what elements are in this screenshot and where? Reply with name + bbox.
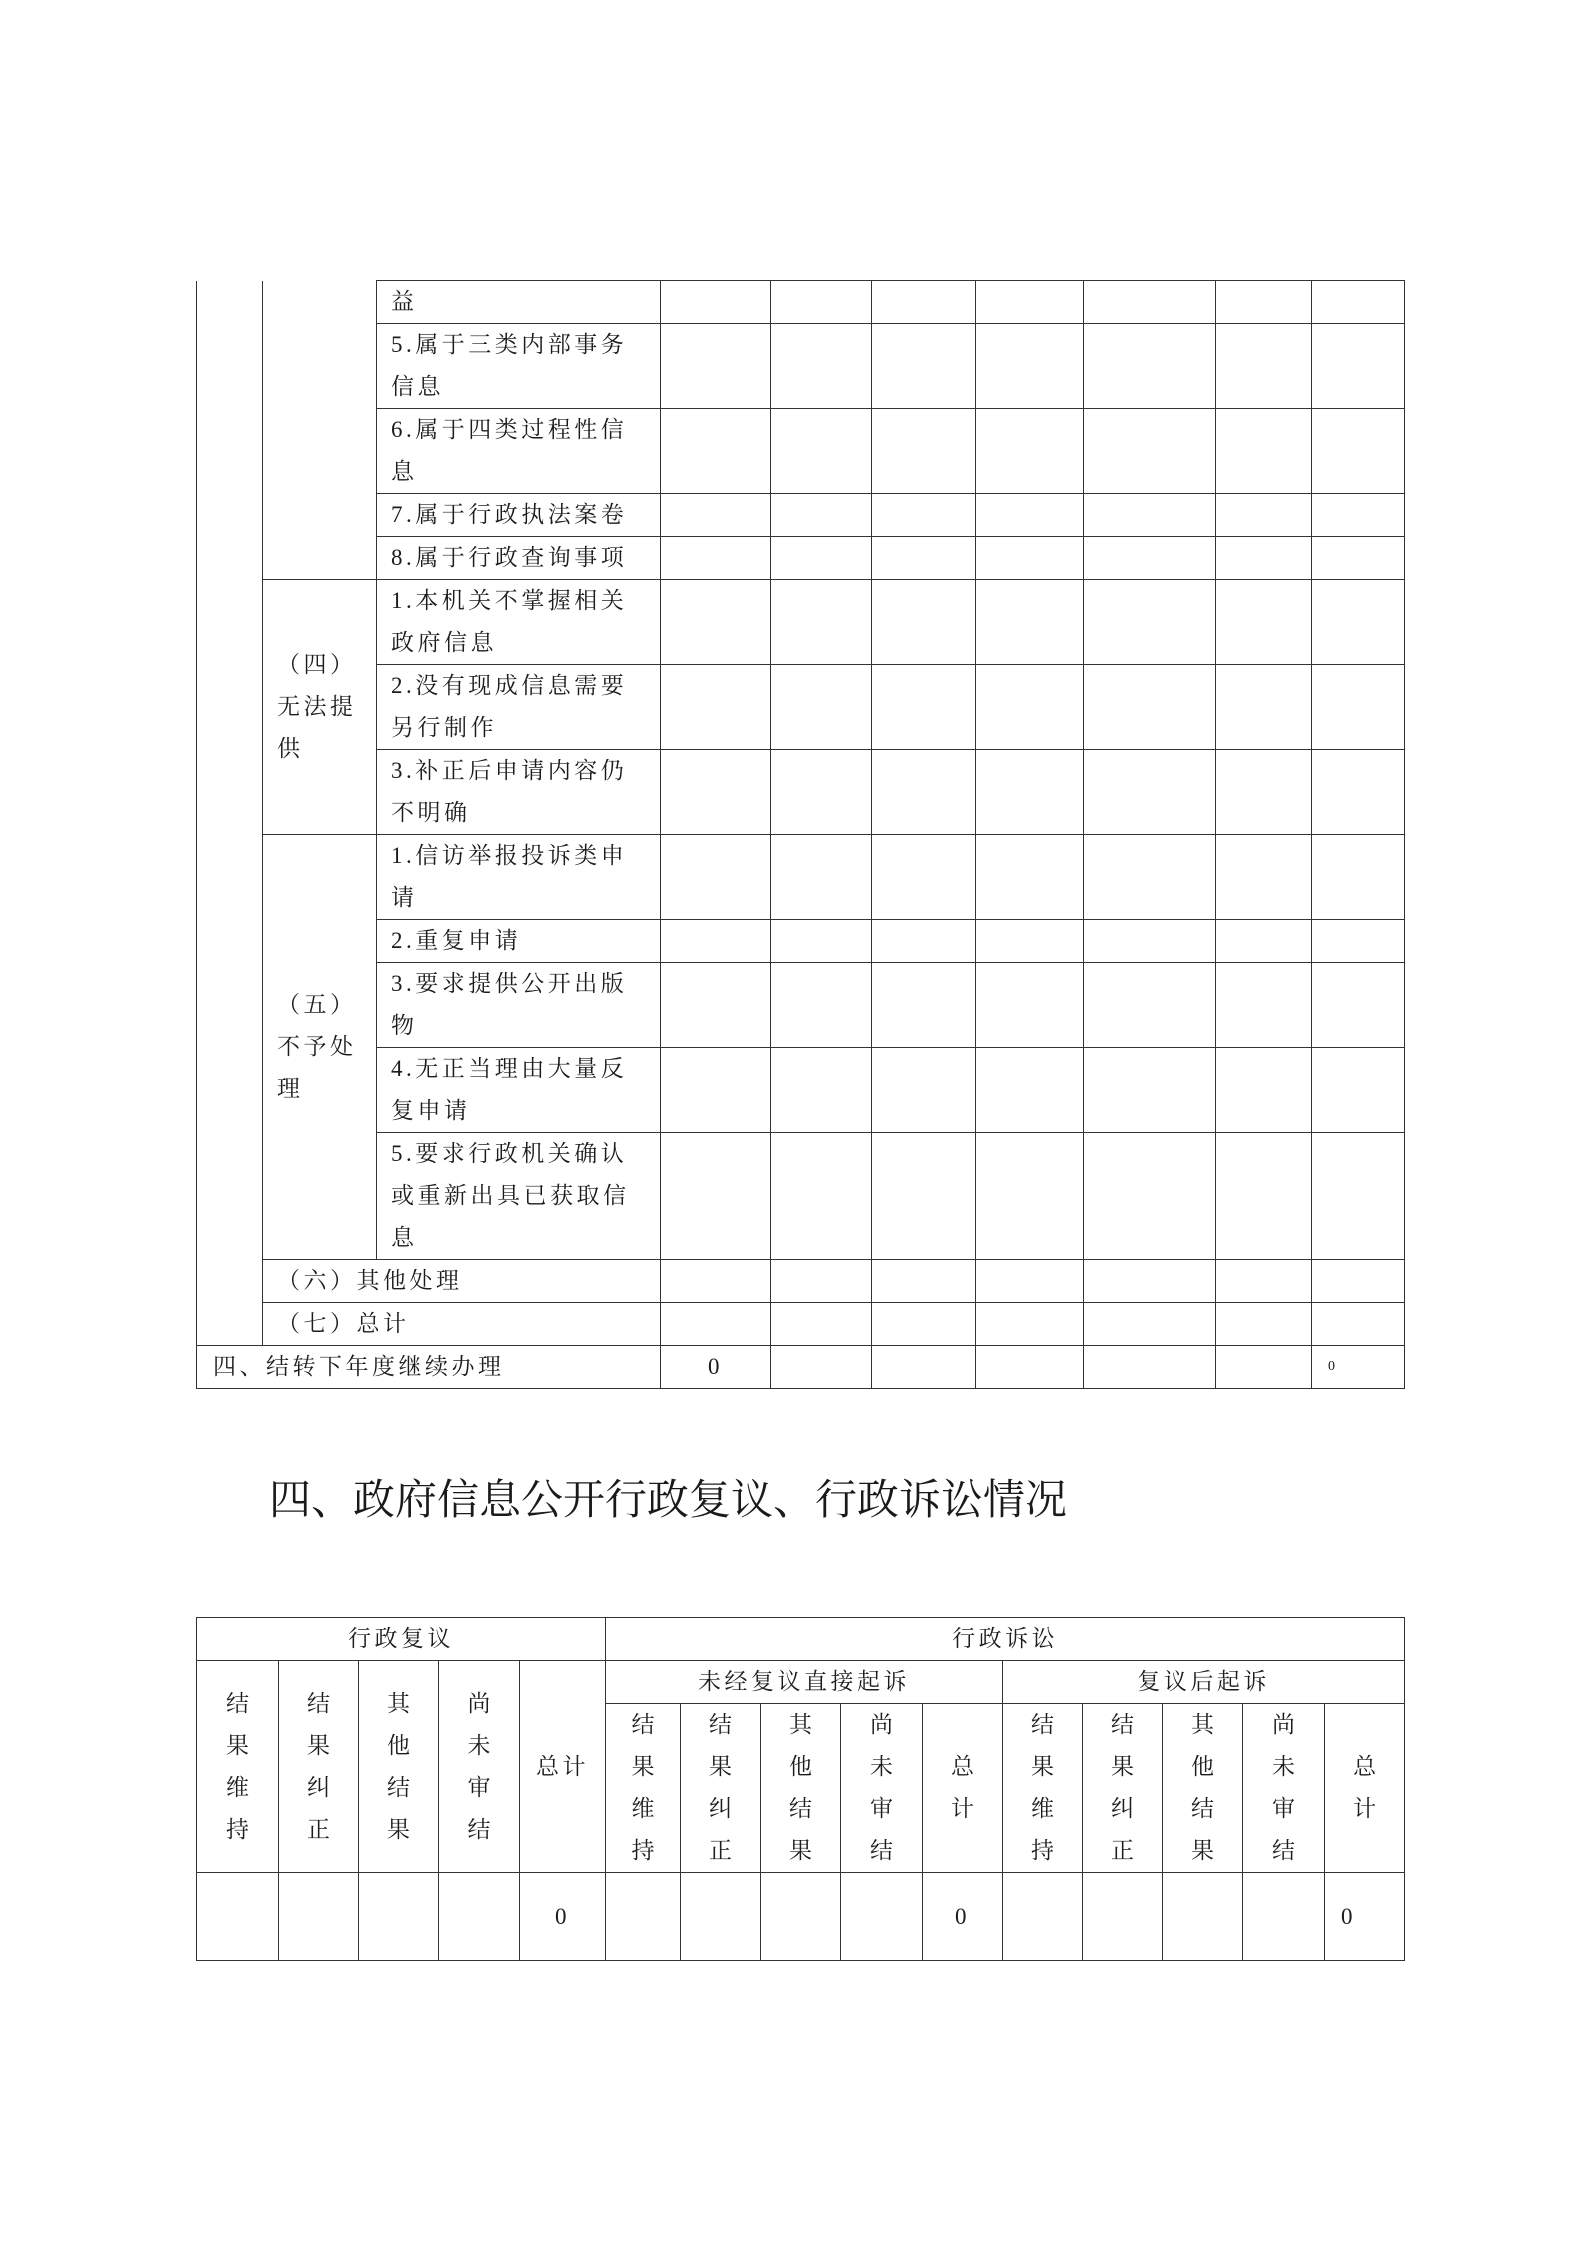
data-cell (872, 494, 976, 537)
data-cell (1084, 494, 1216, 537)
data-cell (1084, 1133, 1216, 1260)
data-cell (1084, 920, 1216, 963)
column-header (923, 1704, 1003, 1873)
column-header (606, 1704, 681, 1873)
data-cell (872, 963, 976, 1048)
data-cell (771, 665, 872, 750)
column-header (1243, 1704, 1325, 1873)
data-cell (976, 920, 1084, 963)
column-header-text: 总计 (1353, 1754, 1377, 1821)
table-row (197, 494, 1405, 537)
data-cell (771, 1303, 872, 1346)
data-cell (1084, 1303, 1216, 1346)
value-cell (1083, 1873, 1163, 1961)
data-cell (661, 1048, 771, 1133)
column-header (439, 1661, 520, 1873)
data-cell (872, 835, 976, 920)
table-row (197, 963, 1405, 1048)
data-cell (1084, 537, 1216, 580)
data-cell (661, 409, 771, 494)
column-header-text: 结果维持 (1031, 1712, 1055, 1863)
data-cell (1312, 665, 1405, 750)
data-cell (1216, 963, 1312, 1048)
data-cell (872, 409, 976, 494)
table-row (197, 1346, 1405, 1389)
data-cell (1216, 750, 1312, 835)
review-header: 行政复议 (197, 1618, 606, 1661)
data-cell (1216, 1048, 1312, 1133)
section-heading: 四、政府信息公开行政复议、行政诉讼情况 (269, 1475, 1068, 1524)
data-cell (1312, 1260, 1405, 1303)
value-cell (1163, 1873, 1243, 1961)
data-cell (771, 324, 872, 409)
data-cell (1312, 1303, 1405, 1346)
data-cell (976, 1303, 1084, 1346)
carry-over-value: 0 (661, 1346, 771, 1389)
data-cell (1084, 324, 1216, 409)
table-row (197, 1873, 1405, 1961)
data-cell (872, 1133, 976, 1260)
item-label: 6.属于四类过程性信息 (377, 409, 661, 494)
data-cell (771, 1260, 872, 1303)
data-cell (1312, 281, 1405, 324)
data-cell (1084, 835, 1216, 920)
column-header-text: 尚未审结 (467, 1690, 491, 1842)
data-cell (976, 835, 1084, 920)
column-header (279, 1661, 359, 1873)
carry-over-label: 四、结转下年度继续办理 (197, 1346, 661, 1389)
table-row (197, 920, 1405, 963)
column-header-text: 其他结果 (387, 1690, 410, 1842)
column-header-text: 其他结果 (789, 1712, 813, 1863)
value-cell (439, 1873, 520, 1961)
group-label-unable-to-provide: （四）无法提供 (263, 580, 377, 835)
data-cell (976, 963, 1084, 1048)
data-cell (661, 324, 771, 409)
data-cell (1216, 281, 1312, 324)
group-cell-continued (263, 281, 377, 580)
column-header-text: 其他结果 (1191, 1712, 1215, 1863)
data-cell (1216, 920, 1312, 963)
table-row (197, 1260, 1405, 1303)
column-header-text: 结果纠正 (307, 1690, 330, 1842)
data-cell (771, 281, 872, 324)
table-row (197, 1048, 1405, 1133)
value-cell (761, 1873, 841, 1961)
value-cell: 0 (1325, 1873, 1405, 1961)
item-label: 3.补正后申请内容仍不明确 (377, 750, 661, 835)
data-cell (771, 537, 872, 580)
data-cell (976, 580, 1084, 665)
data-cell (1312, 963, 1405, 1048)
item-label: 4.无正当理由大量反复申请 (377, 1048, 661, 1133)
item-label: 3.要求提供公开出版物 (377, 963, 661, 1048)
data-cell (661, 963, 771, 1048)
table-row (197, 409, 1405, 494)
table-row (197, 281, 1405, 324)
table-row (197, 1661, 1405, 1704)
data-cell (771, 1133, 872, 1260)
carry-over-value (1216, 1346, 1312, 1389)
column-header (1083, 1704, 1163, 1873)
table-row (197, 537, 1405, 580)
column-header-total: 总计 (520, 1661, 606, 1873)
data-cell (872, 920, 976, 963)
column-header (761, 1704, 841, 1873)
data-cell (872, 1048, 976, 1133)
data-cell (661, 494, 771, 537)
total-label: （七）总计 (263, 1303, 661, 1346)
data-cell (1084, 1260, 1216, 1303)
data-cell (771, 835, 872, 920)
table-row (197, 835, 1405, 920)
data-cell (771, 963, 872, 1048)
value-cell (1243, 1873, 1325, 1961)
data-cell (1312, 1133, 1405, 1260)
data-cell (661, 835, 771, 920)
item-label: 益 (377, 281, 661, 324)
column-header (197, 1661, 279, 1873)
data-cell (976, 1048, 1084, 1133)
data-cell (1312, 750, 1405, 835)
data-cell (661, 920, 771, 963)
data-cell (1084, 1048, 1216, 1133)
suit-after-review-header: 复议后起诉 (1003, 1661, 1405, 1704)
data-cell (771, 750, 872, 835)
data-cell (872, 281, 976, 324)
data-cell (1312, 835, 1405, 920)
data-cell (1312, 494, 1405, 537)
item-label: 5.属于三类内部事务信息 (377, 324, 661, 409)
data-cell (1084, 963, 1216, 1048)
data-cell (771, 409, 872, 494)
column-header-text: 尚未审结 (870, 1712, 894, 1863)
data-cell (1084, 750, 1216, 835)
data-cell (976, 409, 1084, 494)
column-header-text: 总计 (951, 1754, 975, 1821)
application-disposition-table (196, 280, 1405, 1389)
data-cell (1216, 324, 1312, 409)
data-cell (1216, 409, 1312, 494)
data-cell (1216, 1303, 1312, 1346)
table-row (197, 665, 1405, 750)
data-cell (1312, 537, 1405, 580)
column-header-text: 结果维持 (631, 1712, 655, 1863)
column-header-text: 尚未审结 (1272, 1712, 1296, 1863)
value-cell (197, 1873, 279, 1961)
data-cell (872, 580, 976, 665)
review-litigation-table (196, 1617, 1405, 1961)
table-row (197, 324, 1405, 409)
value-cell (279, 1873, 359, 1961)
data-cell (976, 665, 1084, 750)
data-cell (872, 750, 976, 835)
data-cell (976, 750, 1084, 835)
data-cell (1084, 665, 1216, 750)
data-cell (1084, 409, 1216, 494)
data-cell (661, 1260, 771, 1303)
data-cell (771, 494, 872, 537)
data-cell (1312, 580, 1405, 665)
data-cell (1216, 665, 1312, 750)
value-cell (606, 1873, 681, 1961)
data-cell (1312, 409, 1405, 494)
data-cell (1312, 324, 1405, 409)
column-header-text: 结果纠正 (1111, 1712, 1135, 1863)
column-header (359, 1661, 439, 1873)
data-cell (1216, 580, 1312, 665)
other-processing-label: （六）其他处理 (263, 1260, 661, 1303)
table-row (197, 1618, 1405, 1661)
direct-suit-header: 未经复议直接起诉 (606, 1661, 1003, 1704)
data-cell (661, 1133, 771, 1260)
carry-over-value (976, 1346, 1084, 1389)
column-header (841, 1704, 923, 1873)
table-row (197, 580, 1405, 665)
table-row (197, 1133, 1405, 1260)
data-cell (976, 537, 1084, 580)
data-cell (1216, 1260, 1312, 1303)
data-cell (1084, 281, 1216, 324)
data-cell (1216, 494, 1312, 537)
data-cell (872, 324, 976, 409)
data-cell (976, 1260, 1084, 1303)
data-cell (661, 580, 771, 665)
item-label: 1.信访举报投诉类申请 (377, 835, 661, 920)
data-cell (1312, 1048, 1405, 1133)
item-label: 2.没有现成信息需要另行制作 (377, 665, 661, 750)
data-cell (661, 537, 771, 580)
data-cell (661, 281, 771, 324)
item-label: 8.属于行政查询事项 (377, 537, 661, 580)
carry-over-value (872, 1346, 976, 1389)
column-header (1325, 1704, 1405, 1873)
data-cell (771, 1048, 872, 1133)
value-cell (359, 1873, 439, 1961)
data-cell (1216, 1133, 1312, 1260)
left-margin-column (197, 281, 263, 1346)
data-cell (1216, 835, 1312, 920)
value-cell: 0 (520, 1873, 606, 1961)
value-cell (681, 1873, 761, 1961)
value-cell (1003, 1873, 1083, 1961)
data-cell (976, 1133, 1084, 1260)
item-label: 1.本机关不掌握相关政府信息 (377, 580, 661, 665)
litigation-header: 行政诉讼 (606, 1618, 1405, 1661)
item-label: 5.要求行政机关确认或重新出具已获取信息 (377, 1133, 661, 1260)
data-cell (1084, 580, 1216, 665)
carry-over-value (771, 1346, 872, 1389)
data-cell (661, 665, 771, 750)
data-cell (872, 665, 976, 750)
data-cell (771, 580, 872, 665)
data-cell (976, 494, 1084, 537)
data-cell (976, 281, 1084, 324)
data-cell (1216, 537, 1312, 580)
data-cell (872, 1260, 976, 1303)
table-row (197, 750, 1405, 835)
data-cell (872, 1303, 976, 1346)
carry-over-value: 0 (1312, 1346, 1405, 1389)
value-cell (841, 1873, 923, 1961)
data-cell (661, 1303, 771, 1346)
group-label-not-processed: （五）不予处理 (263, 835, 377, 1260)
item-label: 7.属于行政执法案卷 (377, 494, 661, 537)
data-cell (771, 920, 872, 963)
carry-over-value (1084, 1346, 1216, 1389)
column-header (681, 1704, 761, 1873)
column-header (1163, 1704, 1243, 1873)
data-cell (1312, 920, 1405, 963)
value-cell: 0 (923, 1873, 1003, 1961)
column-header (1003, 1704, 1083, 1873)
data-cell (872, 537, 976, 580)
item-label: 2.重复申请 (377, 920, 661, 963)
table-row (197, 1303, 1405, 1346)
data-cell (661, 750, 771, 835)
column-header-text: 结果纠正 (709, 1712, 733, 1863)
data-cell (976, 324, 1084, 409)
column-header-text: 结果维持 (226, 1690, 249, 1842)
